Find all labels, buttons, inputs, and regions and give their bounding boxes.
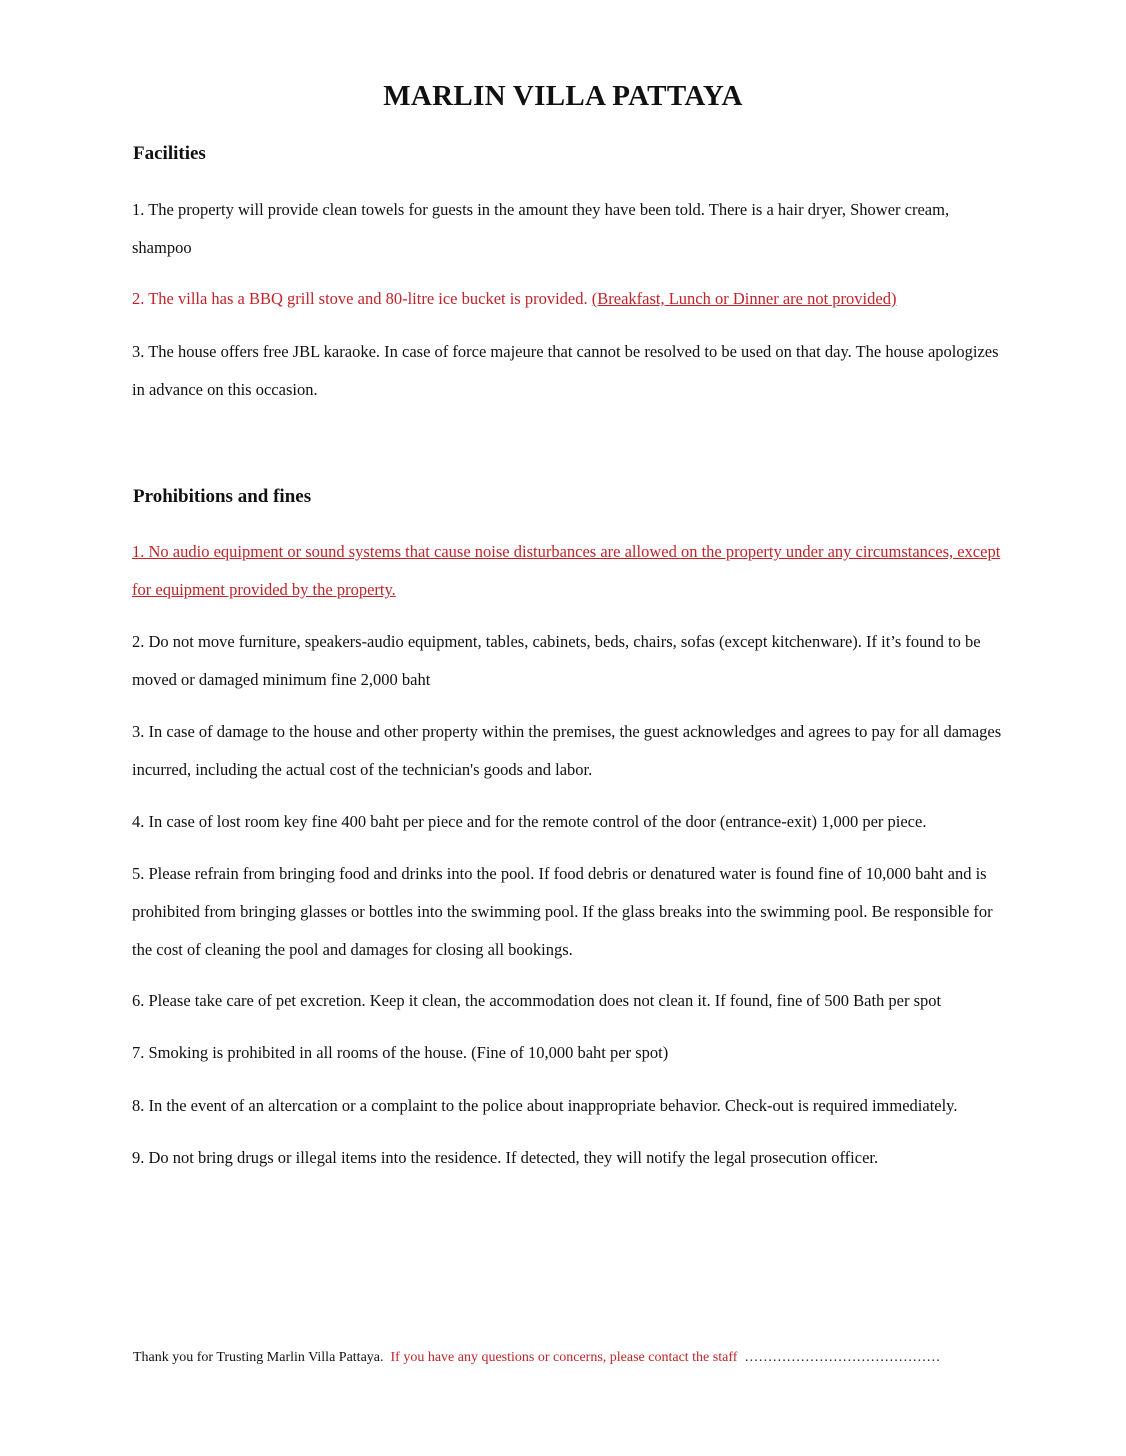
prohibitions-heading: Prohibitions and fines [133,486,312,507]
prohibition-item-4: 4. In case of lost room key fine 400 baht per piece and for the remote control of the door (entrance-exit) 1,000 per piece. [132,812,927,831]
footer-signature-dots: …………………………………… [744,1350,941,1365]
footer [133,1350,940,1366]
document-title: MARLIN VILLA PATTAYA [383,80,743,112]
prohibition-item-5: 5. Please refrain from bringing food and drinks into the pool. If food debris or denatured water is found fine of 10,000 baht and is prohibited from bringing glasses or bottles into the swimming pool. If the glass breaks into the swimming pool. Be responsible for the cost of cleaning the pool and damages for closing all bookings. [132,864,993,959]
facility-item-1: 1. The property will provide clean towels for guests in the amount they have been told. There is a hair dryer, Shower cream, shampoo [132,200,950,257]
facility-item-3: 3. The house offers free JBL karaoke. In case of force majeure that cannot be resolved to be used on that day. The house apologizes in advance on this occasion. [132,342,999,399]
prohibition-item-2: 2. Do not move furniture, speakers-audio equipment, tables, cabinets, beds, chairs, sofas (except kitchenware). If it’s found to be moved or damaged minimum fine 2,000 baht [132,632,981,689]
facilities-heading: Facilities [133,143,206,164]
prohibition-item-8: 8. In the event of an altercation or a complaint to the police about inappropriate behavior. Check-out is required immediately. [132,1096,958,1115]
facility-item-2 [132,280,1002,318]
footer-contact: If you have any questions or concerns, please contact the staff [390,1350,738,1365]
facility-item-2-note: (Breakfast, Lunch or Dinner are not provided) [591,289,897,308]
facility-item-2-text: 2. The villa has a BBQ grill stove and 80-litre ice bucket is provided. [132,289,592,308]
prohibition-item-1: 1. No audio equipment or sound systems that cause noise disturbances are allowed on the property under any circumstances, except for equipment provided by the property. [132,542,1001,599]
footer-thanks: Thank you for Trusting Marlin Villa Pattaya. [133,1350,384,1365]
prohibition-item-3: 3. In case of damage to the house and other property within the premises, the guest acknowledges and agrees to pay for all damages incurred, including the actual cost of the technician's goods and labor. [132,722,1002,779]
prohibition-item-9: 9. Do not bring drugs or illegal items into the residence. If detected, they will notify the legal prosecution officer. [132,1148,879,1167]
prohibition-item-7: 7. Smoking is prohibited in all rooms of the house. (Fine of 10,000 baht per spot) [132,1043,669,1062]
prohibition-item-6: 6. Please take care of pet excretion. Keep it clean, the accommodation does not clean it. If found, fine of 500 Bath per spot [132,991,942,1010]
